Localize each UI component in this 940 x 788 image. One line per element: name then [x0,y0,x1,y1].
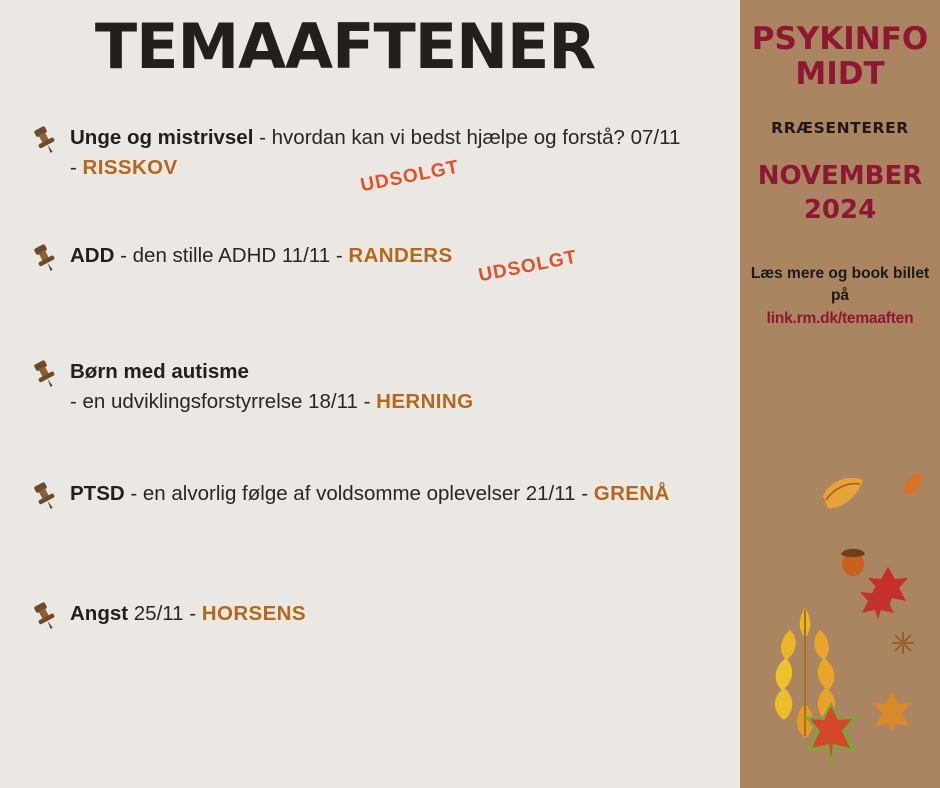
pushpin-icon [28,479,62,513]
booking-text: Læs mere og book billet på [750,264,930,305]
list-item[interactable] [0,239,740,355]
poster-sidebar [740,0,940,788]
event-text [70,477,670,509]
brand-name [750,22,930,91]
event-text [70,121,690,197]
leaf-icon [818,470,868,516]
event-city: GRENÅ [593,482,670,506]
month-label: NOVEMBER [757,161,923,192]
event-description: - hvordan kan vi bedst hjælpe og forstå? 07/11 - [70,126,681,179]
brand-line-2: MIDT [795,55,885,92]
event-text [70,597,306,629]
event-text [70,239,579,287]
event-text [70,355,473,416]
pushpin-icon [28,357,62,391]
event-title: Børn med autisme [70,360,249,384]
leaf-icon [870,690,914,734]
pushpin-icon [28,123,62,157]
page-title: TEMAAFTENER [94,10,596,83]
pushpin-icon [28,241,62,275]
presents-label: RRÆSENTERER [771,119,909,138]
leaf-icon [865,565,911,609]
list-item[interactable] [0,597,740,687]
event-description: 25/11 - [128,602,202,626]
event-description: - den stille ADHD 11/11 - [114,244,349,268]
event-city: HORSENS [201,602,306,626]
status-badge: UDSOLGT [358,156,461,197]
list-item[interactable] [0,355,740,477]
year-label: 2024 [803,194,877,225]
event-list [0,121,740,687]
list-item[interactable] [0,121,740,239]
leaf-icon [800,700,862,766]
leaf-icon [760,600,850,740]
event-city: RISSKOV [82,155,178,179]
event-title: PTSD [70,482,125,506]
event-city: RANDERS [348,244,453,268]
pushpin-icon [28,599,62,633]
list-item[interactable] [0,477,740,597]
booking-link[interactable]: link.rm.dk/temaaften [766,309,914,327]
pinecone-icon [890,630,916,656]
brand-line-1: PSYKINFO [751,21,929,57]
event-title: Angst [70,602,129,626]
leaf-icon [858,580,898,620]
event-description: - en udviklingsforstyrrelse 18/11 - [70,389,377,413]
event-city: HERNING [376,389,474,413]
event-title: ADD [70,244,115,268]
status-badge: UDSOLGT [476,246,579,287]
acorn-icon [836,540,870,578]
leaf-icon [900,470,926,500]
event-description: - en alvorlig følge af voldsomme oplevelser 21/11 - [124,482,594,506]
event-title: Unge og mistrivsel [70,126,254,150]
